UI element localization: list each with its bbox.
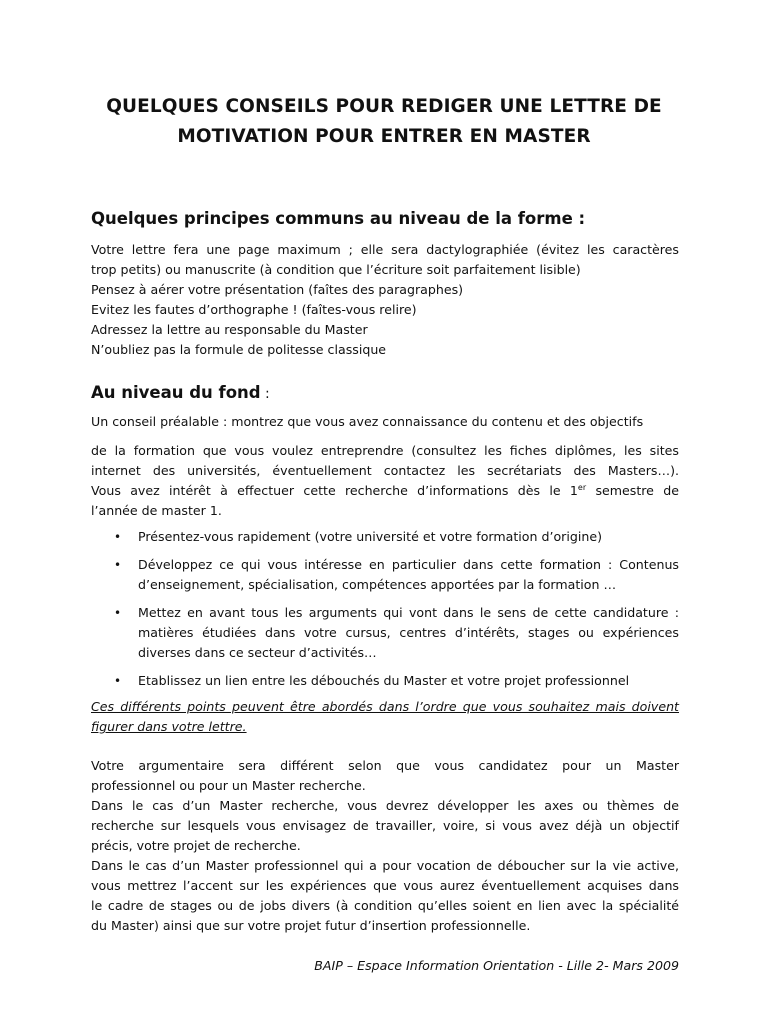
bullet-line: matières étudiées dans votre cursus, centres d’intérêts, stages ou expériences [138,625,679,640]
heading-fond [91,382,270,405]
closing-line: précis, votre projet de recherche. [91,838,301,853]
fond-line: de la formation que vous voulez entreprendre (consultez les fiches diplômes, les sites [91,443,679,458]
bullet-line: Mettez en avant tous les arguments qui vont dans le sens de cette candidature : [138,605,679,620]
closing-line: Dans le cas d’un Master professionnel qui a pour vocation de déboucher sur la vie active, [91,858,679,873]
forme-line: Adressez la lettre au responsable du Master [91,322,368,337]
bullet-icon: • [114,674,122,688]
forme-line: trop petits) ou manuscrite (à condition que l’écriture soit parfaitement lisible) [91,262,581,277]
title-line-2: MOTIVATION POUR ENTRER EN MASTER [177,126,591,147]
bullet-line: Présentez-vous rapidement (votre université et votre formation d’origine) [138,529,603,544]
forme-line: Votre lettre fera une page maximum ; elle sera dactylographiée (évitez les caractères [91,242,679,257]
closing-line: professionnel ou pour un Master recherche. [91,778,366,793]
fond-intro [91,412,679,432]
forme-paragraph [91,240,679,360]
forme-line: Evitez les fautes d’orthographe ! (faîtes-vous relire) [91,302,417,317]
fond-line-with-sup [91,481,679,501]
closing-line: recherche sur lesquels vous envisagez de travailler, voire, si vous avez déjà un objectif [91,818,679,833]
note-line: Ces différents points peuvent être abordés dans l’ordre que vous souhaitez mais doivent [91,699,679,714]
fond-line-part: Vous avez intérêt à effectuer cette recherche d’informations dès le 1 [91,483,578,498]
note-line: figurer dans votre lettre. [91,719,247,734]
fond-paragraph [91,441,679,521]
bullet-line: diverses dans ce secteur d’activités… [138,645,377,660]
bullet-icon: • [114,530,122,544]
forme-line: Pensez à aérer votre présentation (faîtes des paragraphes) [91,282,464,297]
bullet-line: Etablissez un lien entre les débouchés du Master et votre projet professionnel [138,673,630,688]
bullet-line: Développez ce qui vous intéresse en particulier dans cette formation : Contenus [138,557,679,572]
closing-line: le cadre de stages ou de jobs divers (à condition qu’elles soient en lien avec la spécialité [91,898,679,913]
title-line-1: QUELQUES CONSEILS POUR REDIGER UNE LETTRE DE [106,96,662,117]
closing-paragraph [91,756,679,936]
closing-line: Dans le cas d’un Master recherche, vous devrez développer les axes ou thèmes de [91,798,679,813]
page-footer: BAIP – Espace Information Orientation - Lille 2- Mars 2009 [314,958,679,973]
heading-fond-text: Au niveau du fond [91,383,261,402]
bullet-line: d’enseignement, spécialisation, compétences apportées par la formation … [138,577,617,592]
fond-line-part: semestre de [586,483,679,498]
fond-line: internet des universités, éventuellement contactez les secrétariats des Masters…). [91,463,679,478]
list-item [112,555,679,595]
ordinal-sup: er [577,482,587,492]
list-item [112,671,679,691]
list-item [112,527,679,547]
fond-line: l’année de master 1. [91,503,222,518]
heading-fond-colon: : [260,386,270,402]
document-title [60,92,708,152]
bullet-icon: • [114,606,122,620]
fond-intro-line: Un conseil préalable : montrez que vous avez connaissance du contenu et des objectifs [91,414,644,429]
forme-line: N’oubliez pas la formule de politesse classique [91,342,387,357]
list-item [112,603,679,663]
closing-line: du Master) ainsi que sur votre projet futur d’insertion professionnelle. [91,918,531,933]
closing-line: vous mettrez l’accent sur les expériences que vous aurez éventuellement acquises dans [91,878,679,893]
closing-line: Votre argumentaire sera différent selon que vous candidatez pour un Master [91,758,679,773]
heading-forme: Quelques principes communs au niveau de la forme : [91,209,586,228]
bullet-icon: • [114,558,122,572]
advice-bullet-list [112,527,679,699]
order-note [91,697,679,737]
